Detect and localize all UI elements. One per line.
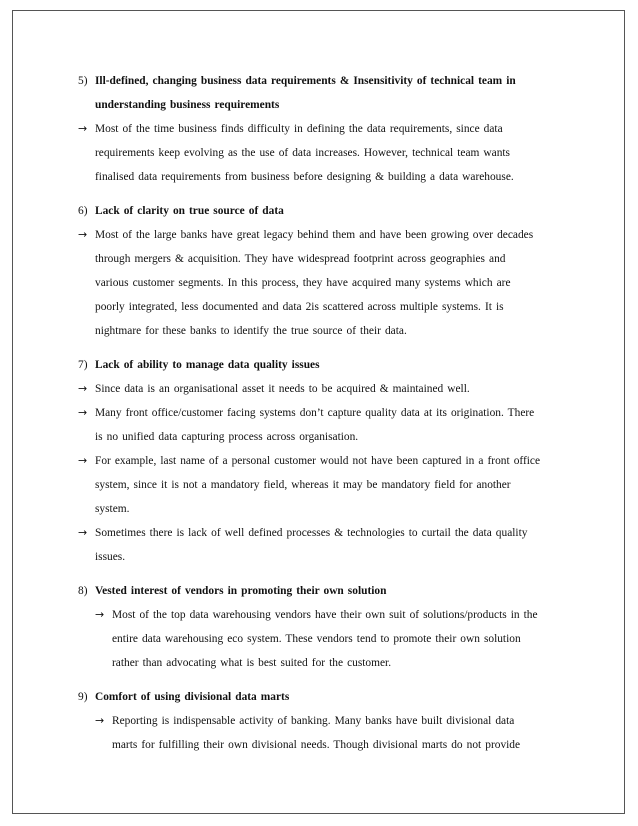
bullet-item (78, 377, 578, 401)
text-line: poorly integrated, less documented and data 2is scattered across multiple systems. It is (95, 301, 504, 313)
bullet-item (78, 449, 578, 521)
text-line: nightmare for these banks to identify the true source of their data. (95, 325, 407, 337)
text-line: finalised data requirements from business before designing & building a data warehouse. (95, 171, 514, 183)
text-line: various customer segments. In this process, they have acquired many systems which are (95, 277, 511, 289)
arrow-icon: → (78, 406, 88, 419)
document-body (78, 69, 578, 767)
arrow-icon: → (95, 608, 105, 621)
section-heading (78, 69, 578, 93)
text-line: through mergers & acquisition. They have widespread footprint across geographies and (95, 253, 506, 265)
section-number: 6) (78, 205, 88, 217)
text-line: Most of the large banks have great legacy behind them and have been growing over decades (95, 229, 534, 241)
section-title: Lack of clarity on true source of data (95, 205, 284, 217)
bullet-item (78, 401, 578, 449)
text-line: is no unified data capturing process across organisation. (95, 431, 359, 443)
bullet-item (78, 709, 578, 757)
text-line: For example, last name of a personal customer would not have been captured in a front office (95, 455, 541, 467)
arrow-icon: → (78, 382, 88, 395)
bullet-item (78, 223, 578, 343)
arrow-icon: → (78, 454, 88, 467)
arrow-icon: → (78, 228, 88, 241)
section-heading (78, 579, 578, 603)
bullet-text (95, 401, 578, 449)
section-6 (78, 199, 578, 343)
text-line: system, since it is not a mandatory field, whereas it may be mandatory field for another (95, 479, 511, 491)
section-8 (78, 579, 578, 675)
section-5 (78, 69, 578, 189)
text-line: Most of the top data warehousing vendors have their own suit of solutions/products in the (112, 609, 538, 621)
section-number: 9) (78, 691, 88, 703)
bullet-text (112, 709, 578, 757)
text-line: issues. (95, 551, 126, 563)
bullet-text (95, 449, 578, 521)
arrow-icon: → (95, 714, 105, 727)
section-title: Lack of ability to manage data quality issues (95, 359, 320, 371)
arrow-icon: → (78, 526, 88, 539)
arrow-icon: → (78, 122, 88, 135)
text-line: marts for fulfilling their own divisional needs. Though divisional marts do not provide (112, 739, 521, 751)
section-7 (78, 353, 578, 569)
section-heading (78, 353, 578, 377)
section-number: 8) (78, 585, 88, 597)
section-title: Comfort of using divisional data marts (95, 691, 290, 703)
text-line: Since data is an organisational asset it needs to be acquired & maintained well. (95, 383, 470, 395)
bullet-text (95, 521, 578, 569)
section-9 (78, 685, 578, 757)
section-number: 7) (78, 359, 88, 371)
text-line: Many front office/customer facing systems don’t capture quality data at its origination. There (95, 407, 535, 419)
section-heading (78, 199, 578, 223)
text-line: Sometimes there is lack of well defined processes & technologies to curtail the data quality (95, 527, 528, 539)
section-heading (78, 685, 578, 709)
section-title-continued: understanding business requirements (95, 99, 280, 111)
bullet-text (95, 223, 578, 343)
text-line: requirements keep evolving as the use of data increases. However, technical team wants (95, 147, 510, 159)
section-title: Vested interest of vendors in promoting their own solution (95, 585, 387, 597)
text-line: Most of the time business finds difficulty in defining the data requirements, since data (95, 123, 503, 135)
section-number: 5) (78, 75, 88, 87)
bullet-item (78, 521, 578, 569)
text-line: rather than advocating what is best suited for the customer. (112, 657, 392, 669)
bullet-text (95, 117, 578, 189)
text-line: system. (95, 503, 130, 515)
text-line: Reporting is indispensable activity of banking. Many banks have built divisional data (112, 715, 515, 727)
bullet-item (78, 603, 578, 675)
bullet-text (112, 603, 578, 675)
text-line: entire data warehousing eco system. These vendors tend to promote their own solution (112, 633, 521, 645)
section-title: Ill-defined, changing business data requirements & Insensitivity of technical team in (95, 75, 516, 87)
bullet-text (95, 377, 578, 401)
bullet-item (78, 117, 578, 189)
